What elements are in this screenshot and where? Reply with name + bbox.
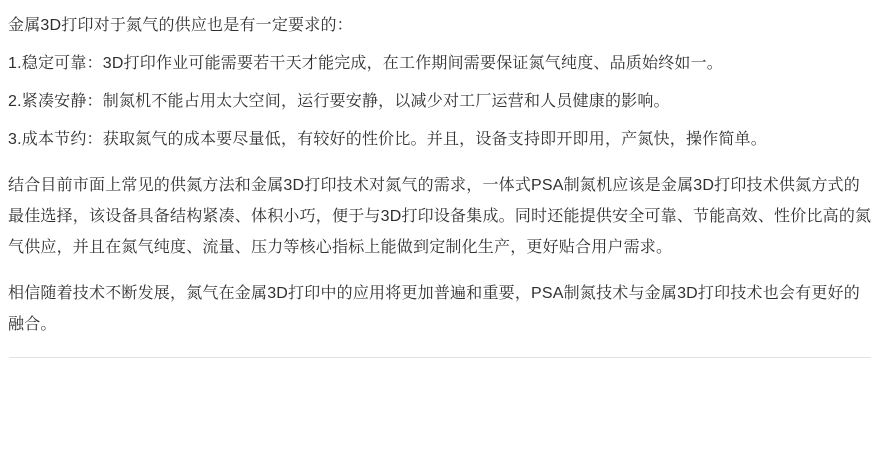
intro-paragraph: 金属3D打印对于氮气的供应也是有一定要求的： xyxy=(8,17,353,34)
requirement-item-3: 3.成本节约：获取氮气的成本要尽量低，有较好的性价比。并且，设备支持即开即用，产氮快，操作简单。 xyxy=(8,131,767,148)
requirements-list-item-wrapper-2 xyxy=(8,86,872,117)
requirement-item-2: 2.紧凑安静：制氮机不能占用太大空间，运行要安静，以减少对工厂运营和人员健康的影响。 xyxy=(8,93,670,110)
requirements-list-item-wrapper-3 xyxy=(8,124,872,155)
body-paragraph-1: 结合目前市面上常见的供氮方法和金属3D打印技术对氮气的需求，一体式PSA制氮机应该是金属3D打印技术供氮方式的最佳选择，该设备具备结构紧凑、体积小巧，便于与3D打印设备集成。同时还能提供安全可靠、节能高效、性价比高的氮气供应，并且在氮气纯度、流量、压力等核心指标上能做到定制化生产，更好贴合用户需求。 xyxy=(8,177,872,256)
body-paragraph-2: 相信随着技术不断发展，氮气在金属3D打印中的应用将更加普遍和重要，PSA制氮技术与金属3D打印技术也会有更好的融合。 xyxy=(8,285,860,333)
requirement-item-1: 1.稳定可靠：3D打印作业可能需要若干天才能完成，在工作期间需要保证氮气纯度、品质始终如一。 xyxy=(8,55,723,72)
requirements-list xyxy=(8,48,872,79)
section-spacer-2 xyxy=(8,270,872,278)
section-spacer xyxy=(8,162,872,170)
footer-divider xyxy=(9,357,871,358)
